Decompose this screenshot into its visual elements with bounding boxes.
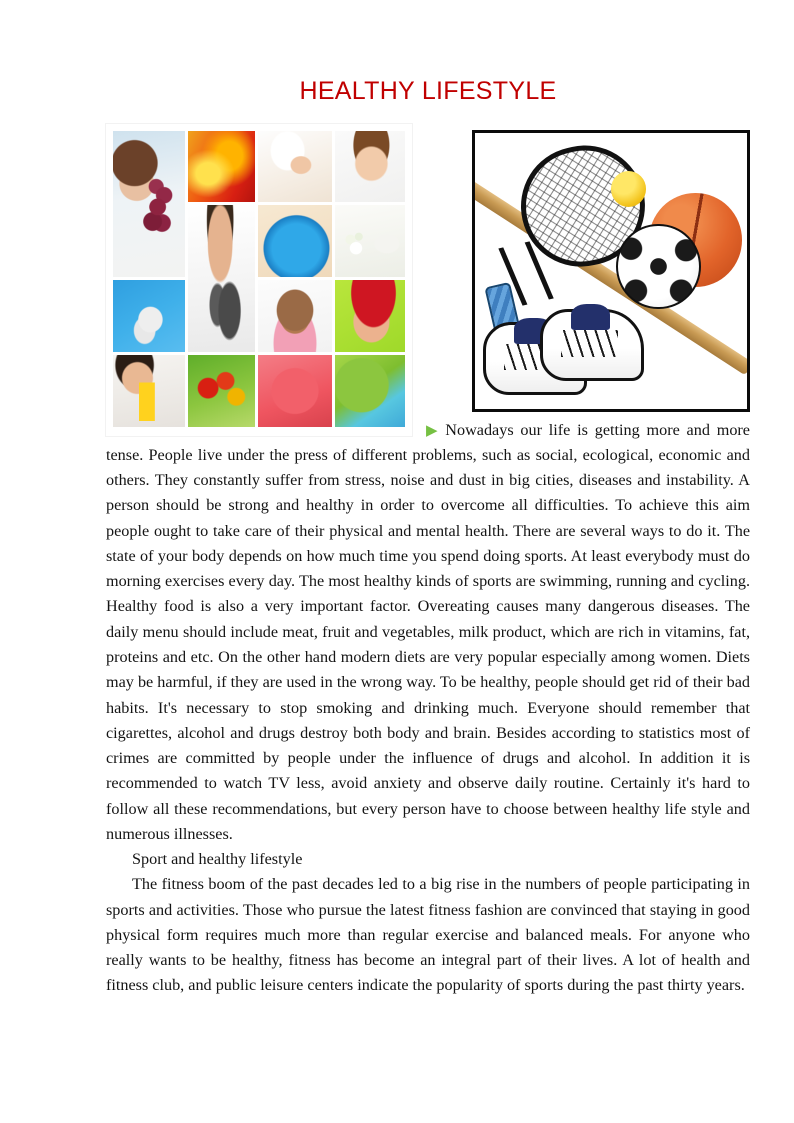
collage-tile-apple-tape — [335, 355, 405, 427]
tennis-ball-icon — [611, 171, 646, 207]
collage-tile-yoga — [258, 131, 333, 203]
collage-grid — [113, 131, 405, 427]
collage-tile-orange-juice — [113, 355, 185, 427]
sneaker-laces — [561, 330, 618, 356]
sneaker-tongue — [571, 304, 610, 330]
collage-tile-exercise-ball — [258, 205, 333, 277]
collage-tile-watermelon — [258, 355, 333, 427]
collage-image — [106, 124, 412, 436]
collage-tile-exercise-blue — [113, 280, 185, 352]
paragraph-intro-text: Nowadays our life is getting more and more tense. People live under the press of different problems, such as social, ecological, economic and others. They constantly suffer from stress, noise and dust in big cities, diseases and instability. A person should be strong and healthy in order to overcome all difficulties. To achieve this aim people ought to take care of their physical and mental health. There are several ways to do it. The state of your body depends on how much time you spend doing sports. At least everybody must do morning exercises every day. The most healthy kinds of sports are swimming, running and cycling. Healthy food is also a very important factor. Overeating causes many dangerous diseases. The daily menu should include meat, fruit and vegetables, milk product, which are rich in vitamins, fat, proteins and etc. On the other hand modern diets are very popular especially among women. Diets may be harmful, if they are used in the wrong way. To be healthy, people should get rid of their bad habits. It's necessary to stop smoking and drinking much. Everyone should remember that cigarettes, alcohol and drugs destroy both body and brain. Besides according to statistics most of crimes are committed by people under the influence of drugs and alcohol. In addition it is recommended to watch TV less, avoid anxiety and observe daily routine. Certainly it's hard to follow all these recommendations, but every person have to choose between healthy life style and numerous illnesses. — [106, 420, 750, 843]
paragraph-subheading: Sport and healthy lifestyle — [132, 850, 303, 869]
green-triangle-bullet-icon: ▶ — [426, 422, 441, 439]
collage-tile-fire — [188, 131, 255, 203]
document-content — [106, 78, 750, 999]
sports-image — [472, 130, 750, 412]
sneaker-right-icon — [540, 309, 644, 381]
page-title: HEALTHY LIFESTYLE — [299, 77, 557, 105]
collage-tile-milk — [335, 205, 405, 277]
collage-tile-dumbbell — [188, 205, 255, 352]
sports-scene — [475, 133, 747, 409]
collage-tile-red-hat — [335, 280, 405, 352]
collage-tile-woman-grapes — [113, 131, 185, 278]
collage-tile-smiling-blonde — [335, 131, 405, 203]
collage-tile-smiling-woman — [258, 280, 333, 352]
collage-tile-vegetables — [188, 355, 255, 427]
paragraph-fitness: The fitness boom of the past decades led to a big rise in the numbers of people participating in sports and activities. Those who pursue the latest fitness fashion are convinced that staying in good physical form requires much more than regular exercise and balanced meals. For anyone who really wants to be healthy, fitness has become an integral part of their lives. A lot of health and fitness club, and public leisure centers indicate the popularity of sports during the past thirty years. — [106, 875, 750, 995]
soccer-ball-icon — [616, 224, 700, 310]
